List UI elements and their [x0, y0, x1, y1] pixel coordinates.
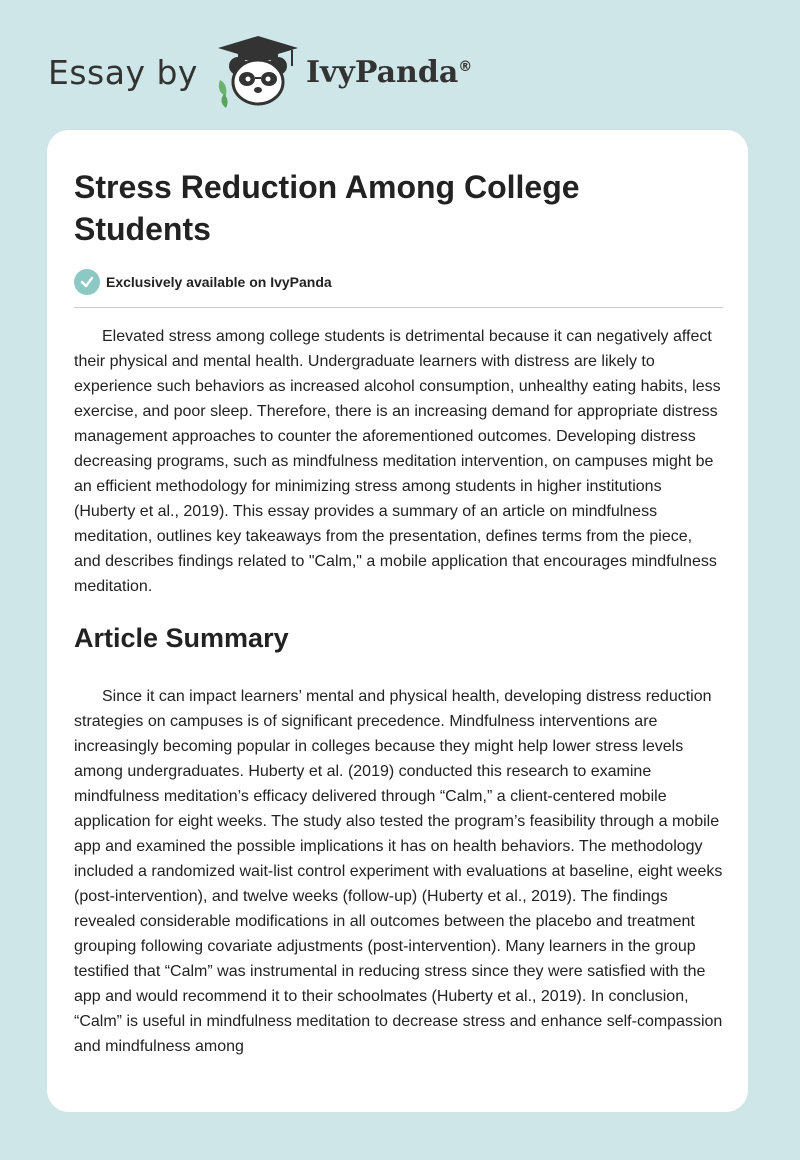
brand-prefix: Essay by: [48, 52, 198, 92]
exclusive-label: Exclusively available on IvyPanda: [106, 274, 332, 290]
brand-header: [48, 34, 508, 110]
brand-name: IvyPanda®: [305, 54, 473, 90]
essay-card: [47, 130, 748, 1112]
divider: [74, 307, 723, 308]
check-icon: [74, 269, 100, 295]
essay-content: [74, 166, 723, 1059]
panda-logo-icon[interactable]: [212, 34, 304, 110]
summary-paragraph: Since it can impact learners’ mental and physical health, developing distress reduction strategies on campuses is of significant precedence. Mindfulness interventions are increasingly becoming popular in colleges because they might help lower stress levels among undergraduates. Huberty et al. (2019) conducted this research to examine mindfulness meditation’s efficacy delivered through “Calm,” a client-centered mobile application for eight weeks. The study also tested the program’s feasibility through a mobile app and examined the possible implications it has on health behaviors. The methodology included a randomized wait-list control experiment with evaluations at baseline, eight weeks (post-intervention), and twelve weeks (follow-up) (Huberty et al., 2019). The findings revealed considerable modifications in all outcomes between the placebo and treatment grouping following covariate adjustments (post-intervention). Many learners in the group testified that “Calm” was instrumental in reducing stress since they were satisfied with the app and would recommend it to their schoolmates (Huberty et al., 2019). In conclusion, “Calm” is useful in mindfulness meditation to decrease stress and enhance self-compassion and mindfulness among: [74, 688, 723, 1055]
intro-paragraph: Elevated stress among college students is detrimental because it can negatively affect their physical and mental health. Undergraduate learners with distress are likely to experience such behaviors as increased alcohol consumption, unhealthy eating habits, less exercise, and poor sleep. Therefore, there is an increasing demand for appropriate distress management approaches to counter the aforementioned outcomes. Developing distress decreasing programs, such as mindfulness meditation intervention, on campuses might be an efficient methodology for minimizing stress among students in higher institutions (Huberty et al., 2019). This essay provides a summary of an article on mindfulness meditation, outlines key takeaways from the presentation, defines terms from the piece, and describes findings related to "Calm," a mobile application that encourages mindfulness meditation.: [74, 328, 721, 595]
page-title: Stress Reduction Among College Students: [74, 169, 580, 247]
section-heading: Article Summary: [74, 623, 289, 653]
exclusive-badge: [74, 268, 723, 296]
